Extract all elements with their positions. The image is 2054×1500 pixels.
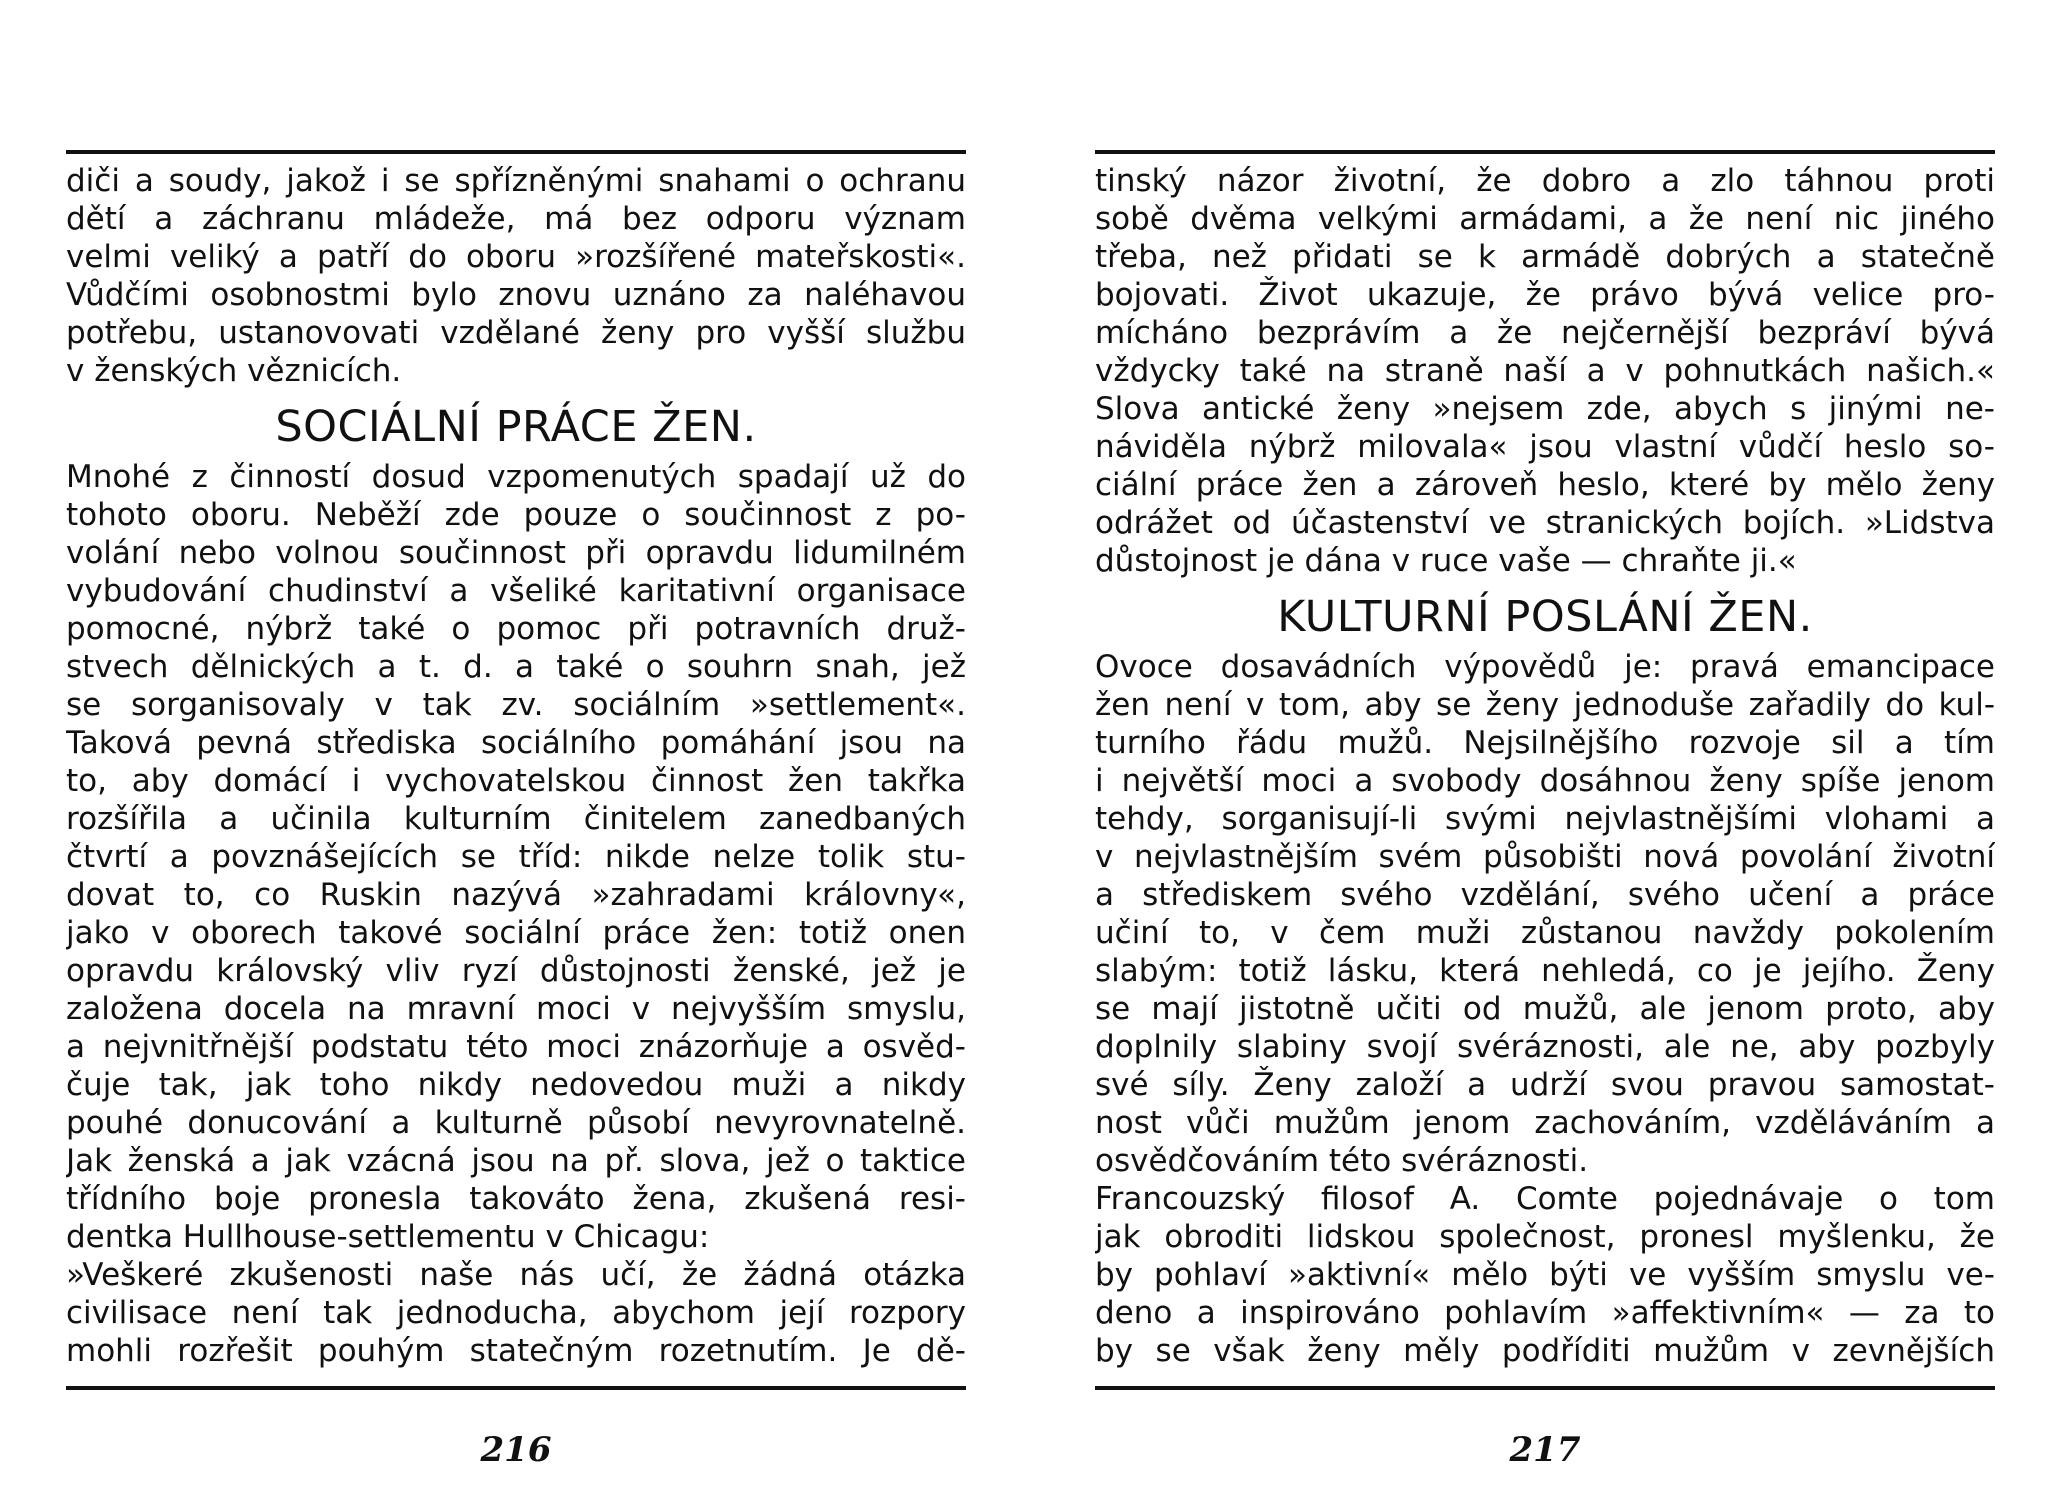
text-line: čuje tak, jak toho nikdy nedovedou muži a nikdy <box>66 1067 966 1103</box>
page-number: 216 <box>480 1430 552 1470</box>
text-line: osvědčováním této svéráznosti. <box>1095 1143 1589 1179</box>
text-line: dětí a záchranu mládeže, má bez odporu význam <box>66 201 966 237</box>
text-line: odrážet od účastenství ve stranických bojích. »Lidstva <box>1095 505 1995 541</box>
text-line: nost vůči mužům jenom zachováním, vzděláváním a <box>1095 1105 1995 1141</box>
text-line: diči a soudy, jakož i se spřízněnými snahami o ochranu <box>66 163 966 199</box>
text-line: v nejvlastnějším svém působišti nová povolání životní <box>1095 839 1995 875</box>
right-page <box>1095 0 1995 1500</box>
text-line: slabým: totiž lásku, která nehledá, co je jejího. Ženy <box>1095 953 1995 989</box>
text-line: vždycky také na straně naší a v pohnutkách našich.« <box>1095 353 1995 389</box>
left-page-text <box>66 162 966 1384</box>
page-number: 217 <box>1509 1430 1581 1470</box>
text-line: potřebu, ustanovovati vzdělané ženy pro vyšší službu <box>66 315 966 351</box>
text-line: to, aby domácí i vychovatelskou činnost žen takřka <box>66 763 966 799</box>
text-line: Jak ženská a jak vzácná jsou na př. slova, jež o taktice <box>66 1143 966 1179</box>
text-line: mícháno bezprávím a že nejčernější bezpráví bývá <box>1095 315 1995 351</box>
text-line: deno a inspirováno pohlavím »affektivním« — za to <box>1095 1295 1995 1331</box>
text-line: vybudování chudinství a všeliké karitativní organisace <box>66 573 966 609</box>
text-line: pomocné, nýbrž také o pomoc při potravních druž- <box>66 611 966 647</box>
text-line: dentka Hullhouse-settlementu v Chicagu: <box>66 1219 710 1255</box>
text-line: se mají jistotně učiti od mužů, ale jenom proto, aby <box>1095 991 1995 1027</box>
text-line: důstojnost je dána v ruce vaše — chraňte ji.« <box>1095 543 1797 579</box>
text-line: volání nebo volnou součinnost při opravdu lidumilném <box>66 535 966 571</box>
top-rule <box>1095 150 1995 154</box>
text-line: »Veškeré zkušenosti naše nás učí, že žádná otázka <box>66 1257 966 1293</box>
top-rule <box>66 150 966 154</box>
text-line: rozšířila a učinila kulturním činitelem zanedbaných <box>66 801 966 837</box>
text-line: i největší moci a svobody dosáhnou ženy spíše jenom <box>1095 763 1995 799</box>
section-heading: KULTURNÍ POSLÁNÍ ŽEN. <box>1277 592 1813 642</box>
text-line: jako v oborech takové sociální práce žen: totiž onen <box>66 915 966 951</box>
text-line: tinský názor životní, že dobro a zlo táhnou proti <box>1095 163 1995 199</box>
text-line: mohli rozřešit pouhým statečným rozetnutím. Je dě- <box>66 1333 966 1369</box>
text-line: dovat to, co Ruskin nazývá »zahradami královny«, <box>66 877 966 913</box>
text-line: jak obroditi lidskou společnost, pronesl myšlenku, že <box>1095 1219 1995 1255</box>
bottom-rule <box>66 1386 966 1390</box>
text-line: náviděla nýbrž milovala« jsou vlastní vůdčí heslo so- <box>1095 429 1995 465</box>
text-line: opravdu královský vliv ryzí důstojnosti ženské, jež je <box>66 953 966 989</box>
text-line: a nejvnitřnější podstatu této moci znázorňuje a osvěd- <box>66 1029 966 1065</box>
text-line: doplnily slabiny svojí svéráznosti, ale ne, aby pozbyly <box>1095 1029 1995 1065</box>
text-line: by pohlaví »aktivní« mělo býti ve vyšším smyslu ve- <box>1095 1257 1995 1293</box>
text-line: Taková pevná střediska sociálního pomáhání jsou na <box>66 725 966 761</box>
left-page <box>66 0 966 1500</box>
right-page-text <box>1095 162 1995 1384</box>
text-line: ciální práce žen a zároveň heslo, které by mělo ženy <box>1095 467 1995 503</box>
bottom-rule <box>1095 1386 1995 1390</box>
text-line: v ženských věznicích. <box>66 353 402 389</box>
text-line: Vůdčími osobnostmi bylo znovu uznáno za naléhavou <box>66 277 966 313</box>
text-line: učiní to, v čem muži zůstanou navždy pokolením <box>1095 915 1995 951</box>
text-line: tohoto oboru. Neběží zde pouze o součinnost z po- <box>66 497 966 533</box>
text-line: pouhé donucování a kulturně působí nevyrovnatelně. <box>66 1105 966 1141</box>
text-line: žen není v tom, aby se ženy jednoduše zařadily do kul- <box>1095 687 1995 723</box>
text-line: stvech dělnických a t. d. a také o souhrn snah, jež <box>66 649 966 685</box>
text-line: by se však ženy měly podříditi mužům v zevnějších <box>1095 1333 1995 1369</box>
text-line: Francouzský filosof A. Comte pojednávaje o tom <box>1095 1181 1995 1217</box>
text-line: Slova antické ženy »nejsem zde, abych s jinými ne- <box>1095 391 1995 427</box>
text-line: civilisace není tak jednoducha, abychom její rozpory <box>66 1295 966 1331</box>
text-line: se sorganisovaly v tak zv. sociálním »settlement«. <box>66 687 966 723</box>
text-line: sobě dvěma velkými armádami, a že není nic jiného <box>1095 201 1995 237</box>
text-line: Mnohé z činností dosud vzpomenutých spadají už do <box>66 459 966 495</box>
text-line: třeba, než přidati se k armádě dobrých a statečně <box>1095 239 1995 275</box>
text-line: a střediskem svého vzdělání, svého učení a práce <box>1095 877 1995 913</box>
text-line: tehdy, sorganisují-li svými nejvlastnějšími vlohami a <box>1095 801 1995 837</box>
text-line: třídního boje pronesla takováto žena, zkušená resi- <box>66 1181 966 1217</box>
text-line: turního řádu mužů. Nejsilnějšího rozvoje sil a tím <box>1095 725 1995 761</box>
text-line: založena docela na mravní moci v nejvyšším smyslu, <box>66 991 966 1027</box>
text-line: čtvrtí a povznášejících se tříd: nikde nelze tolik stu- <box>66 839 966 875</box>
text-line: Ovoce dosavádních výpovědů je: pravá emancipace <box>1095 649 1995 685</box>
section-heading: SOCIÁLNÍ PRÁCE ŽEN. <box>275 402 757 452</box>
text-line: své síly. Ženy založí a udrží svou pravou samostat- <box>1095 1067 1995 1103</box>
text-line: bojovati. Život ukazuje, že právo bývá velice pro- <box>1095 277 1995 313</box>
text-line: velmi veliký a patří do oboru »rozšířené mateřskosti«. <box>66 239 966 275</box>
